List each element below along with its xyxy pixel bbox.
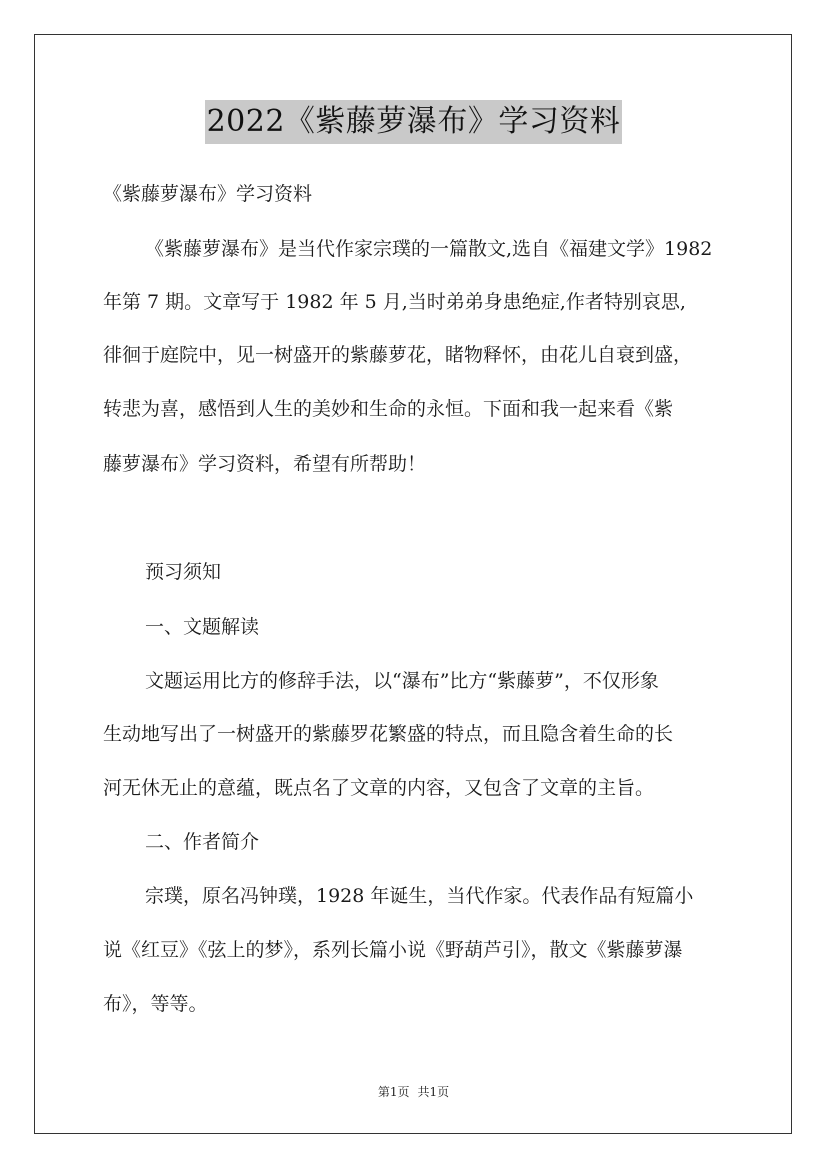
- paragraph-line: 布》，等等。: [103, 993, 208, 1015]
- heading-title-interpretation: 一、文题解读: [145, 616, 260, 638]
- intro-line: 年第 7 期。文章写于 1982 年 5 月,当时弟弟身患绝症,作者特别哀思,: [103, 291, 686, 313]
- intro-line: 转悲为喜，感悟到人生的美妙和生命的永恒。下面和我一起来看《紫: [103, 398, 674, 420]
- section-preview-heading: 预习须知: [145, 561, 222, 583]
- paragraph-line: 生动地写出了一树盛开的紫藤罗花繁盛的特点，而且隐含着生命的长: [103, 723, 674, 745]
- intro-line: 徘徊于庭院中，见一树盛开的紫藤萝花，睹物释怀，由花儿自衰到盛，: [103, 344, 693, 366]
- page-footer: [0, 1083, 827, 1100]
- document-subtitle: 《紫藤萝瀑布》学习资料: [103, 183, 313, 205]
- heading-author-intro: 二、作者简介: [145, 831, 260, 853]
- paragraph-line: 文题运用比方的修辞手法，以“瀑布”比方“紫藤萝”，不仅形象: [145, 670, 659, 692]
- document-title: 2022《紫藤萝瀑布》学习资料: [205, 100, 623, 144]
- title-container: [0, 100, 827, 144]
- intro-line: 藤萝瀑布》学习资料，希望有所帮助！: [103, 453, 427, 475]
- page-number: 第1页: [377, 1085, 410, 1099]
- paragraph-line: 河无休无止的意蕴，既点名了文章的内容，又包含了文章的主旨。: [103, 777, 655, 799]
- page-total: 共1页: [417, 1085, 450, 1099]
- paragraph-line: 说《红豆》《弦上的梦》，系列长篇小说《野葫芦引》，散文《紫藤萝瀑: [103, 939, 683, 961]
- intro-line: 《紫藤萝瀑布》是当代作家宗璞的一篇散文,选自《福建文学》1982: [145, 238, 713, 260]
- paragraph-line: 宗璞，原名冯钟璞，1928 年诞生，当代作家。代表作品有短篇小: [145, 885, 694, 907]
